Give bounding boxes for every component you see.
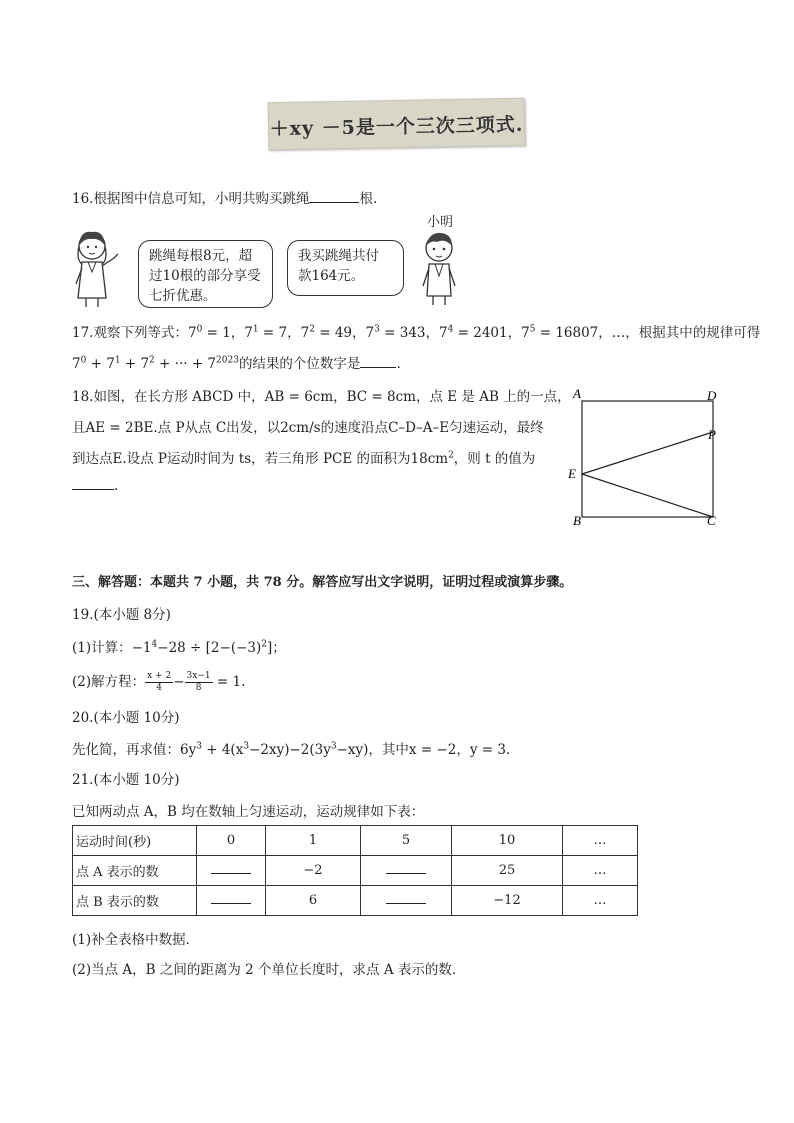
- bubble-xiaoming: [287, 240, 404, 296]
- q20-b: + 4(x: [201, 742, 244, 758]
- segment-ep: [582, 432, 713, 474]
- bubble-seller-line1: 跳绳每根8元，超: [149, 248, 253, 264]
- q17-line1-suffix: ，…，根据其中的规律可得: [598, 325, 761, 341]
- q17-blank: [360, 367, 396, 368]
- table-row: [73, 856, 638, 886]
- q19-p1-prefix: (1)计算：−1: [72, 640, 152, 656]
- label-b: B: [573, 513, 581, 528]
- q18-line1: 18.如图，在长方形 ABCD 中，AB = 6cm，BC = 8cm，点 E 是 AB 上的一点，: [72, 389, 571, 405]
- table-cell: −2: [266, 856, 361, 886]
- q18-line4: [72, 478, 118, 494]
- label-c: C: [707, 513, 716, 528]
- table-cell: 10: [452, 826, 563, 856]
- xiaoming-label: 小明: [427, 215, 454, 230]
- boy-illustration: [415, 228, 465, 306]
- q20-c: −2xy)−2(3y: [249, 742, 331, 758]
- table-cell: 点 B 表示的数: [73, 886, 197, 916]
- label-a: A: [573, 386, 581, 401]
- q20-d: −xy)，其中x = −2，y = 3.: [336, 742, 511, 758]
- table-cell-blank: [361, 856, 452, 886]
- q17-line2-text: 的结果的个位数字是: [238, 356, 361, 372]
- q19-part2: (2)解方程： $\frac{x + 2}{4}$ − $\frac{3x-1}{8}$ = 1.: [72, 671, 246, 693]
- fraction-2: [185, 671, 213, 694]
- table-cell: 1: [266, 826, 361, 856]
- q18-line2: 且AE = 2BE.点 P从点 C出发，以2cm/s的速度沿点C–D–A–E匀速运动，最终: [72, 420, 544, 436]
- q20-a: 先化简，再求值：6y: [72, 742, 197, 758]
- bubble-seller-line2: 过10根的部分享受: [149, 268, 261, 284]
- q19-part1: (1)计算：$-1^4-28 \div [2-(-3)^2]$；: [72, 639, 286, 656]
- bubble-xiaoming-line2: 款164元。: [298, 268, 365, 284]
- q18-line3b: ，则 t 的值为: [453, 451, 536, 467]
- q20-text: 先化简，再求值：$6y^3 + 4(x^3-2xy)-2(3y^3-xy)$，其中x = −2，y = 3.: [72, 741, 511, 758]
- q21-part1: (1)补全表格中数据．: [72, 932, 200, 948]
- q17-end: .: [396, 356, 401, 372]
- q19-p1-mid: −28 ÷ [2−(−3): [157, 640, 262, 656]
- segment-ec: [582, 474, 713, 517]
- q18-end: .: [114, 478, 119, 494]
- table-cell: 运动时间(秒): [73, 826, 197, 856]
- motion-table: [72, 825, 638, 916]
- q18-blank: [72, 489, 114, 490]
- table-cell: 6: [266, 886, 361, 916]
- frac1-num: x + 2: [147, 671, 172, 681]
- table-cell-blank: [361, 886, 452, 916]
- girl-illustration: [68, 228, 126, 308]
- label-p: P: [708, 427, 716, 442]
- q21-part2: (2)当点 A，B 之间的距离为 2 个单位长度时，求点 A 表示的数．: [72, 962, 466, 978]
- table-cell: 25: [452, 856, 563, 886]
- table-cell: …: [563, 856, 638, 886]
- section3-heading: 三、解答题：本题共 7 小题，共 78 分。解答应写出文字说明，证明过程或演算步骤。: [72, 575, 573, 590]
- table-cell: …: [563, 826, 638, 856]
- q21-intro: 已知两动点 A，B 均在数轴上匀速运动，运动规律如下表：: [72, 804, 425, 820]
- q19-p1-end: ]；: [267, 640, 286, 656]
- q19-p2-prefix: (2)解方程：: [72, 674, 146, 690]
- q16-text: [72, 187, 377, 207]
- q19-p2-end: = 1.: [216, 674, 246, 690]
- q17-prefix: 17.观察下列等式：: [72, 325, 188, 341]
- frac1-den: 4: [156, 683, 163, 693]
- table-cell: 点 A 表示的数: [73, 856, 197, 886]
- q21-title: 21.(本小题 10分): [72, 772, 180, 788]
- rect-abcd: [582, 401, 713, 517]
- bubble-seller: [138, 240, 273, 308]
- bubble-seller-line3: 七折优惠。: [149, 288, 217, 304]
- q19-title: 19.(本小题 8分): [72, 607, 171, 623]
- q16-suffix: 根.: [359, 191, 378, 207]
- table-cell: 5: [361, 826, 452, 856]
- q16-blank: [309, 202, 359, 203]
- table-cell: 0: [197, 826, 266, 856]
- label-d: D: [707, 388, 717, 403]
- table-row: [73, 886, 638, 916]
- fraction-1: [145, 671, 173, 694]
- q17-line2: $7^0 + 7^1 + 7^2$ + ··· + $7^{2023}$的结果的个位数字是 .: [72, 355, 401, 372]
- q20-title: 20.(本小题 10分): [72, 710, 180, 726]
- header-image-text: ＋xy －5是一个三次三项式.: [269, 113, 524, 141]
- table-cell: …: [563, 886, 638, 916]
- q18-line3: 到达点E.设点 P运动时间为 ts，若三角形 PCE 的面积为$18cm^2$，则 t 的值为: [72, 450, 536, 467]
- q16-prompt: 16.根据图中信息可知，小明共购买跳绳: [72, 191, 310, 207]
- table-row: [73, 826, 638, 856]
- table-cell-blank: [197, 856, 266, 886]
- frac2-num: 3x−1: [186, 671, 211, 681]
- frac2-den: 8: [195, 683, 202, 693]
- table-cell: −12: [452, 886, 563, 916]
- q18-line3a: 到达点E.设点 P运动时间为 ts，若三角形 PCE 的面积为18cm: [72, 451, 449, 467]
- q17-line1: 17.观察下列等式：$7^0 = 1$，$7^1 = 7$，$7^2 = 49$，$7^3 = 343$，$7^4 = 2401$，$7^5 = 16807$，…，根据其中的规律可得: [72, 324, 761, 341]
- bubble-xiaoming-line1: 我买跳绳共付: [298, 248, 379, 264]
- header-image: [268, 98, 526, 150]
- rectangle-figure: [565, 385, 725, 530]
- table-cell-blank: [197, 886, 266, 916]
- label-e: E: [568, 466, 576, 481]
